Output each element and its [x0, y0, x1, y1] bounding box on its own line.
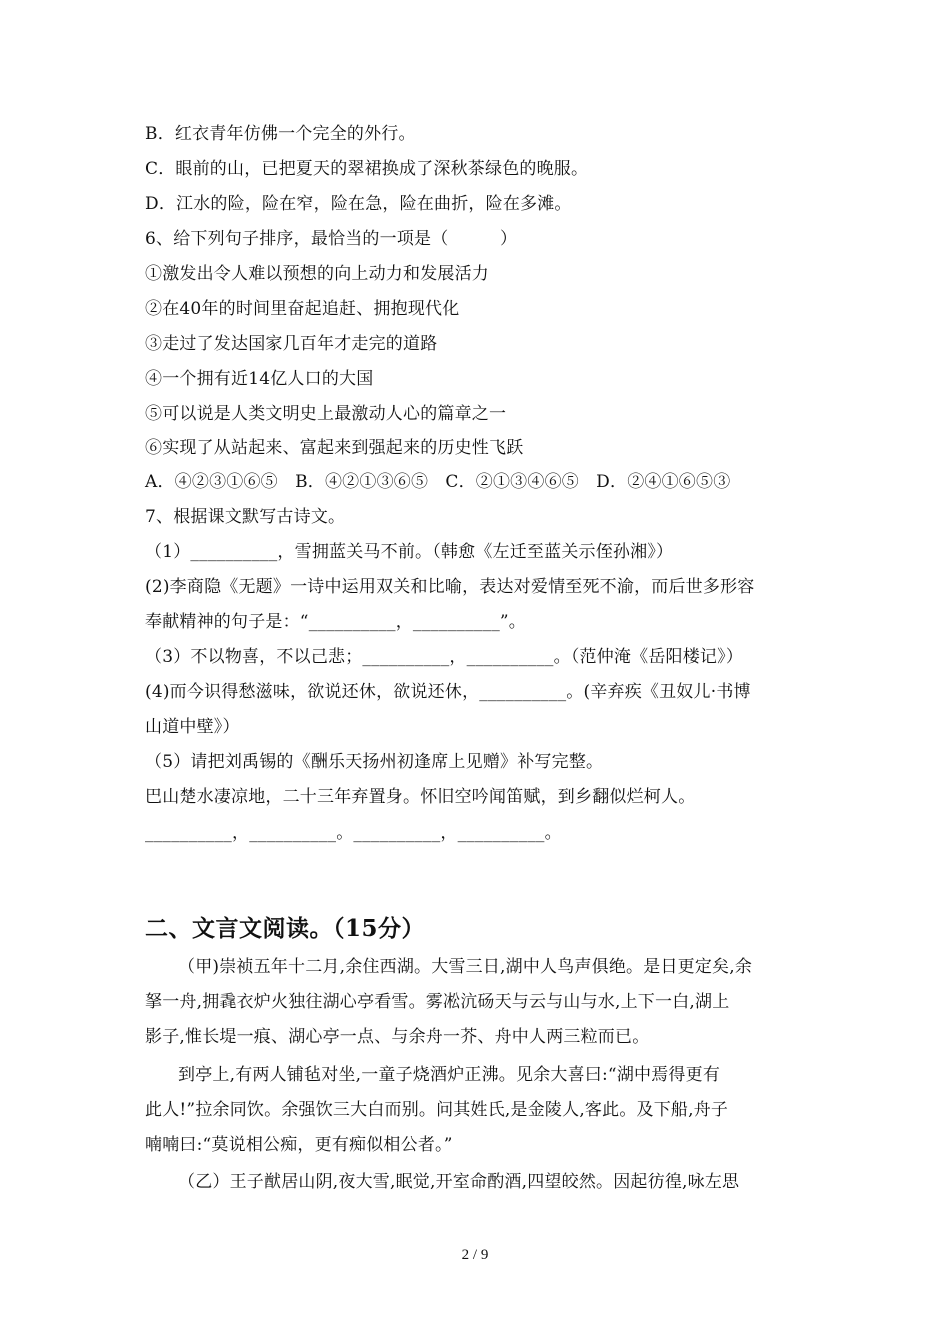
sentence-3: ③走过了发达国家几百年才走完的道路 — [145, 334, 438, 354]
question-7-item-1: （1）__________，雪拥蓝关马不前。（韩愈《左迁至蓝关示侄孙湘》） — [145, 542, 674, 562]
question-7-item-4-cont: 山道中壁》） — [145, 717, 240, 737]
option-d: D．江水的险，险在窄，险在急，险在曲折，险在多滩。 — [145, 194, 572, 214]
sentence-4: ④一个拥有近14亿人口的大国 — [145, 369, 374, 389]
option-c: C．眼前的山，已把夏天的翠裙换成了深秋茶绿色的晚服。 — [145, 159, 589, 179]
sentence-1: ①激发出令人难以预想的向上动力和发展活力 — [145, 264, 489, 284]
option-b: B．红衣青年仿佛一个完全的外行。 — [145, 124, 416, 144]
question-6-options: A．④②③①⑥⑤ B．④②①③⑥⑤ C．②①③④⑥⑤ D．②④①⑥⑤③ — [145, 472, 731, 492]
passage-line: 喃喃曰:“莫说相公痴，更有痴似相公者。” — [145, 1135, 453, 1155]
passage-line: 到亭上,有两人铺毡对坐,一童子烧酒炉正沸。见余大喜曰:“湖中焉得更有 — [178, 1065, 721, 1085]
passage-line: （甲)崇祯五年十二月,余住西湖。大雪三日,湖中人鸟声俱绝。是日更定矣,余 — [178, 957, 753, 977]
passage-line: 影子,惟长堤一痕、湖心亭一点、与余舟一芥、舟中人两三粒而已。 — [145, 1027, 650, 1047]
question-6: 6、给下列句子排序，最恰当的一项是（ ） — [145, 229, 518, 249]
question-7-item-5: （5）请把刘禹锡的《酬乐天扬州初逢席上见赠》补写完整。 — [145, 752, 604, 772]
sentence-2: ②在40年的时间里奋起追赶、拥抱现代化 — [145, 299, 460, 319]
question-7-item-3: （3）不以物喜，不以己悲；__________，__________。（范仲淹《岳阳楼记》） — [145, 647, 744, 667]
question-7-item-2-cont: 奉献精神的句子是：“__________，__________”。 — [145, 612, 526, 632]
section-title: 二、文言文阅读。（15分） — [145, 915, 426, 942]
sentence-5: ⑤可以说是人类文明史上最激动人心的篇章之一 — [145, 404, 507, 424]
page-number: 2 / 9 — [461, 1247, 489, 1263]
question-7: 7、根据课文默写古诗文。 — [145, 507, 346, 527]
poem-line: 巴山楚水凄凉地，二十三年弃置身。怀旧空吟闻笛赋，到乡翻似烂柯人。 — [145, 787, 696, 807]
poem-blanks: __________，__________。__________，__________。 — [145, 823, 562, 843]
passage-line: 此人!”拉余同饮。余强饮三大白而别。问其姓氏,是金陵人,客此。及下船,舟子 — [145, 1100, 729, 1120]
passage-line: 拏一舟,拥毳衣炉火独往湖心亭看雪。雾凇沆砀天与云与山与水,上下一白,湖上 — [145, 992, 730, 1012]
passage-line: （乙）王子猷居山阴,夜大雪,眠觉,开室命酌酒,四望皎然。因起彷徨,咏左思 — [178, 1172, 740, 1192]
question-7-item-4: (4)而今识得愁滋味，欲说还休，欲说还休，__________。(辛弃疾《丑奴儿·书博 — [145, 682, 751, 702]
question-7-item-2: (2)李商隐《无题》一诗中运用双关和比喻，表达对爱情至死不渝，而后世多形容 — [145, 577, 755, 597]
sentence-6: ⑥实现了从站起来、富起来到强起来的历史性飞跃 — [145, 438, 524, 458]
